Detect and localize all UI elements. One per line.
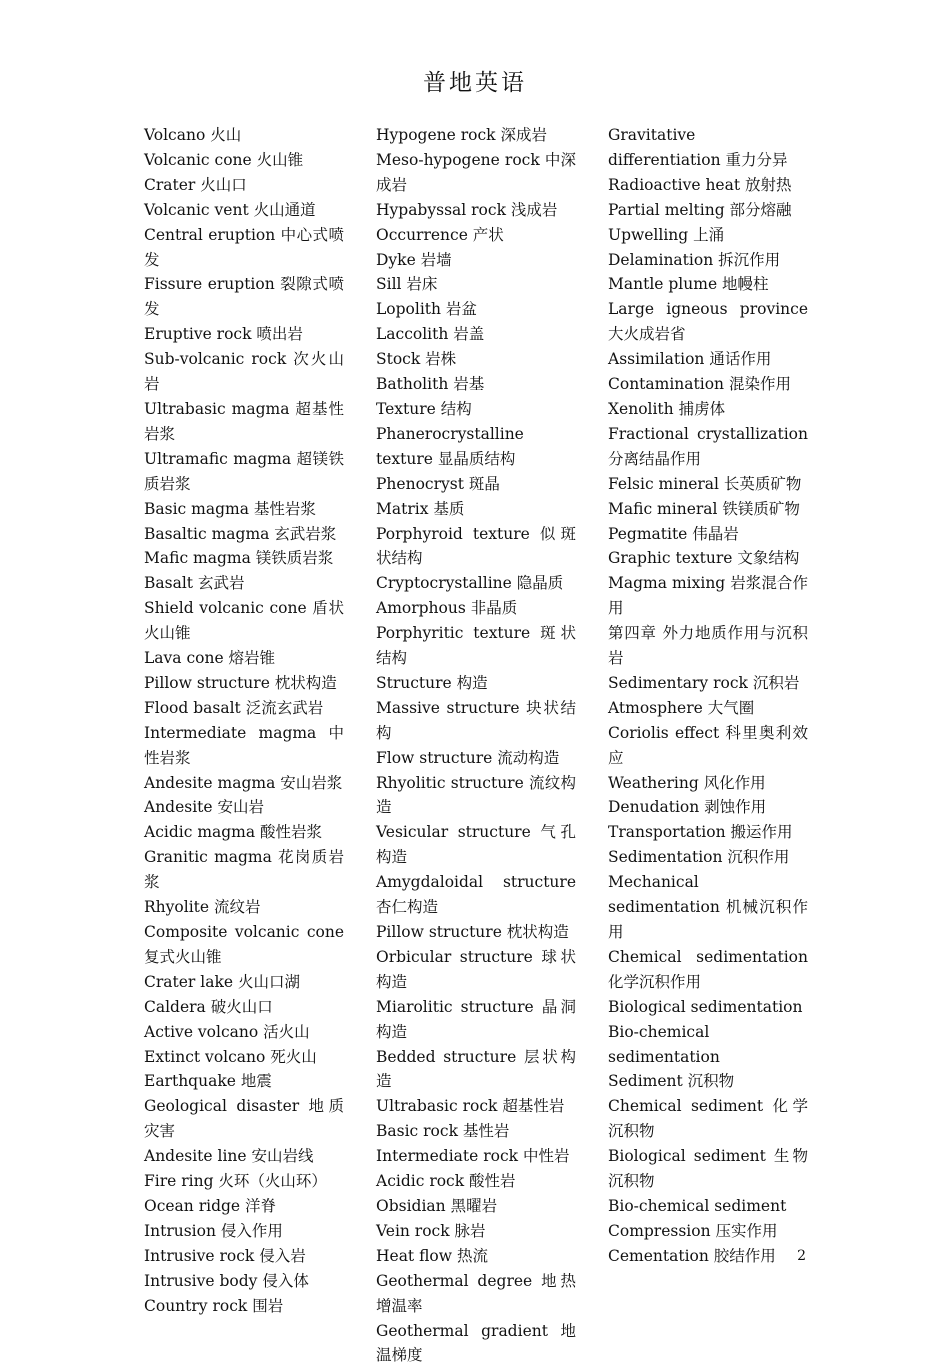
glossary-column-1 xyxy=(144,123,344,1319)
glossary-entry: Gravitative differentiation 重力分异 xyxy=(608,123,808,173)
glossary-entry: Ultramafic magma 超镁铁质岩浆 xyxy=(144,447,344,497)
glossary-entry: Meso-hypogene rock 中深成岩 xyxy=(376,148,576,198)
glossary-entry: Granitic magma 花岗质岩浆 xyxy=(144,845,344,895)
glossary-entry: Bedded structure 层状构造 xyxy=(376,1045,576,1095)
glossary-column-3 xyxy=(608,123,808,1269)
glossary-entry: Matrix 基质 xyxy=(376,497,576,522)
glossary-entry: Intermediate rock 中性岩 xyxy=(376,1144,576,1169)
glossary-entry: Obsidian 黑曜岩 xyxy=(376,1194,576,1219)
glossary-entry: Fire ring 火环（火山环） xyxy=(144,1169,344,1194)
glossary-entry: Magma mixing 岩浆混合作用 xyxy=(608,571,808,621)
glossary-entry: Crater lake 火山口湖 xyxy=(144,970,344,995)
glossary-entry: Orbicular structure 球状构造 xyxy=(376,945,576,995)
glossary-entry: Acidic magma 酸性岩浆 xyxy=(144,820,344,845)
glossary-entry: Porphyritic texture 斑状结构 xyxy=(376,621,576,671)
glossary-entry: 第四章 外力地质作用与沉积岩 xyxy=(608,621,808,671)
glossary-entry: Earthquake 地震 xyxy=(144,1069,344,1094)
glossary-entry: Chemical sediment 化学沉积物 xyxy=(608,1094,808,1144)
glossary-entry: Crater 火山口 xyxy=(144,173,344,198)
glossary-entry: Biological sediment 生物沉积物 xyxy=(608,1144,808,1194)
glossary-entry: Occurrence 产状 xyxy=(376,223,576,248)
glossary-entry: Felsic mineral 长英质矿物 xyxy=(608,472,808,497)
glossary-entry: Mafic magma 镁铁质岩浆 xyxy=(144,546,344,571)
glossary-entry: Fractional crystallization 分离结晶作用 xyxy=(608,422,808,472)
glossary-entry: Cementation 胶结作用 xyxy=(608,1244,808,1269)
glossary-entry: Graphic texture 文象结构 xyxy=(608,546,808,571)
glossary-entry: Intrusion 侵入作用 xyxy=(144,1219,344,1244)
glossary-entry: Biological sedimentation xyxy=(608,995,808,1020)
glossary-entry: Hypogene rock 深成岩 xyxy=(376,123,576,148)
glossary-entry: Laccolith 岩盖 xyxy=(376,322,576,347)
glossary-entry: Denudation 剥蚀作用 xyxy=(608,795,808,820)
glossary-entry: Cryptocrystalline 隐晶质 xyxy=(376,571,576,596)
glossary-entry: Large igneous province 大火成岩省 xyxy=(608,297,808,347)
glossary-entry: Volcanic cone 火山锥 xyxy=(144,148,344,173)
glossary-entry: Texture 结构 xyxy=(376,397,576,422)
glossary-entry: Fissure eruption 裂隙式喷发 xyxy=(144,272,344,322)
glossary-entry: Radioactive heat 放射热 xyxy=(608,173,808,198)
glossary-entry: Xenolith 捕虏体 xyxy=(608,397,808,422)
glossary-entry: Country rock 围岩 xyxy=(144,1294,344,1319)
glossary-entry: Vesicular structure 气孔构造 xyxy=(376,820,576,870)
glossary-entry: Pillow structure 枕状构造 xyxy=(376,920,576,945)
glossary-entry: Structure 构造 xyxy=(376,671,576,696)
glossary-entry: Vein rock 脉岩 xyxy=(376,1219,576,1244)
glossary-entry: Sedimentation 沉积作用 xyxy=(608,845,808,870)
glossary-entry: Pillow structure 枕状构造 xyxy=(144,671,344,696)
glossary-entry: Transportation 搬运作用 xyxy=(608,820,808,845)
glossary-entry: Sediment 沉积物 xyxy=(608,1069,808,1094)
glossary-entry: Shield volcanic cone 盾状火山锥 xyxy=(144,596,344,646)
glossary-entry: Geothermal gradient 地温梯度 xyxy=(376,1319,576,1368)
glossary-entry: Intrusive rock 侵入岩 xyxy=(144,1244,344,1269)
glossary-entry: Caldera 破火山口 xyxy=(144,995,344,1020)
glossary-entry: Flood basalt 泛流玄武岩 xyxy=(144,696,344,721)
glossary-entry: Acidic rock 酸性岩 xyxy=(376,1169,576,1194)
glossary-entry: Ultrabasic magma 超基性岩浆 xyxy=(144,397,344,447)
glossary-entry: Eruptive rock 喷出岩 xyxy=(144,322,344,347)
glossary-entry: Chemical sedimentation 化学沉积作用 xyxy=(608,945,808,995)
glossary-entry: Bio-chemical sediment xyxy=(608,1194,808,1219)
page-number: 2 xyxy=(790,1248,806,1264)
glossary-entry: Bio-chemical sedimentation xyxy=(608,1020,808,1070)
glossary-entry: Pegmatite 伟晶岩 xyxy=(608,522,808,547)
glossary-entry: Active volcano 活火山 xyxy=(144,1020,344,1045)
glossary-entry: Basic rock 基性岩 xyxy=(376,1119,576,1144)
glossary-entry: Rhyolite 流纹岩 xyxy=(144,895,344,920)
glossary-entry: Mafic mineral 铁镁质矿物 xyxy=(608,497,808,522)
glossary-entry: Porphyroid texture 似斑状结构 xyxy=(376,522,576,572)
page-title: 普地英语 xyxy=(0,64,950,97)
glossary-entry: Sedimentary rock 沉积岩 xyxy=(608,671,808,696)
glossary-entry: Partial melting 部分熔融 xyxy=(608,198,808,223)
glossary-entry: Batholith 岩基 xyxy=(376,372,576,397)
glossary-entry: Delamination 拆沉作用 xyxy=(608,248,808,273)
glossary-entry: Lopolith 岩盆 xyxy=(376,297,576,322)
glossary-entry: Stock 岩株 xyxy=(376,347,576,372)
glossary-entry: Phenocryst 斑晶 xyxy=(376,472,576,497)
glossary-entry: Mantle plume 地幔柱 xyxy=(608,272,808,297)
glossary-entry: Andesite 安山岩 xyxy=(144,795,344,820)
glossary-entry: Massive structure 块状结构 xyxy=(376,696,576,746)
glossary-entry: Upwelling 上涌 xyxy=(608,223,808,248)
glossary-entry: Phanerocrystalline texture 显晶质结构 xyxy=(376,422,576,472)
glossary-entry: Amygdaloidal structure 杏仁构造 xyxy=(376,870,576,920)
glossary-entry: Assimilation 通话作用 xyxy=(608,347,808,372)
glossary-entry: Compression 压实作用 xyxy=(608,1219,808,1244)
glossary-entry: Geothermal degree 地热增温率 xyxy=(376,1269,576,1319)
glossary-entry: Composite volcanic cone 复式火山锥 xyxy=(144,920,344,970)
glossary-entry: Basalt 玄武岩 xyxy=(144,571,344,596)
glossary-entry: Hypabyssal rock 浅成岩 xyxy=(376,198,576,223)
glossary-entry: Heat flow 热流 xyxy=(376,1244,576,1269)
glossary-entry: Intermediate magma 中性岩浆 xyxy=(144,721,344,771)
glossary-entry: Sill 岩床 xyxy=(376,272,576,297)
glossary-entry: Atmosphere 大气圈 xyxy=(608,696,808,721)
glossary-entry: Rhyolitic structure 流纹构造 xyxy=(376,771,576,821)
glossary-entry: Flow structure 流动构造 xyxy=(376,746,576,771)
glossary-entry: Andesite magma 安山岩浆 xyxy=(144,771,344,796)
glossary-entry: Geological disaster 地质灾害 xyxy=(144,1094,344,1144)
glossary-entry: Ocean ridge 洋脊 xyxy=(144,1194,344,1219)
glossary-entry: Weathering 风化作用 xyxy=(608,771,808,796)
glossary-entry: Coriolis effect 科里奥利效应 xyxy=(608,721,808,771)
glossary-entry: Ultrabasic rock 超基性岩 xyxy=(376,1094,576,1119)
glossary-column-2 xyxy=(376,123,576,1368)
glossary-entry: Miarolitic structure 晶洞构造 xyxy=(376,995,576,1045)
glossary-entry: Central eruption 中心式喷发 xyxy=(144,223,344,273)
glossary-entry: Intrusive body 侵入体 xyxy=(144,1269,344,1294)
glossary-entry: Volcano 火山 xyxy=(144,123,344,148)
glossary-entry: Dyke 岩墙 xyxy=(376,248,576,273)
glossary-entry: Volcanic vent 火山通道 xyxy=(144,198,344,223)
glossary-entry: Contamination 混染作用 xyxy=(608,372,808,397)
glossary-entry: Basaltic magma 玄武岩浆 xyxy=(144,522,344,547)
glossary-entry: Andesite line 安山岩线 xyxy=(144,1144,344,1169)
glossary-entry: Sub-volcanic rock 次火山岩 xyxy=(144,347,344,397)
glossary-entry: Amorphous 非晶质 xyxy=(376,596,576,621)
glossary-entry: Mechanical sedimentation 机械沉积作用 xyxy=(608,870,808,945)
glossary-entry: Lava cone 熔岩锥 xyxy=(144,646,344,671)
glossary-entry: Extinct volcano 死火山 xyxy=(144,1045,344,1070)
glossary-entry: Basic magma 基性岩浆 xyxy=(144,497,344,522)
